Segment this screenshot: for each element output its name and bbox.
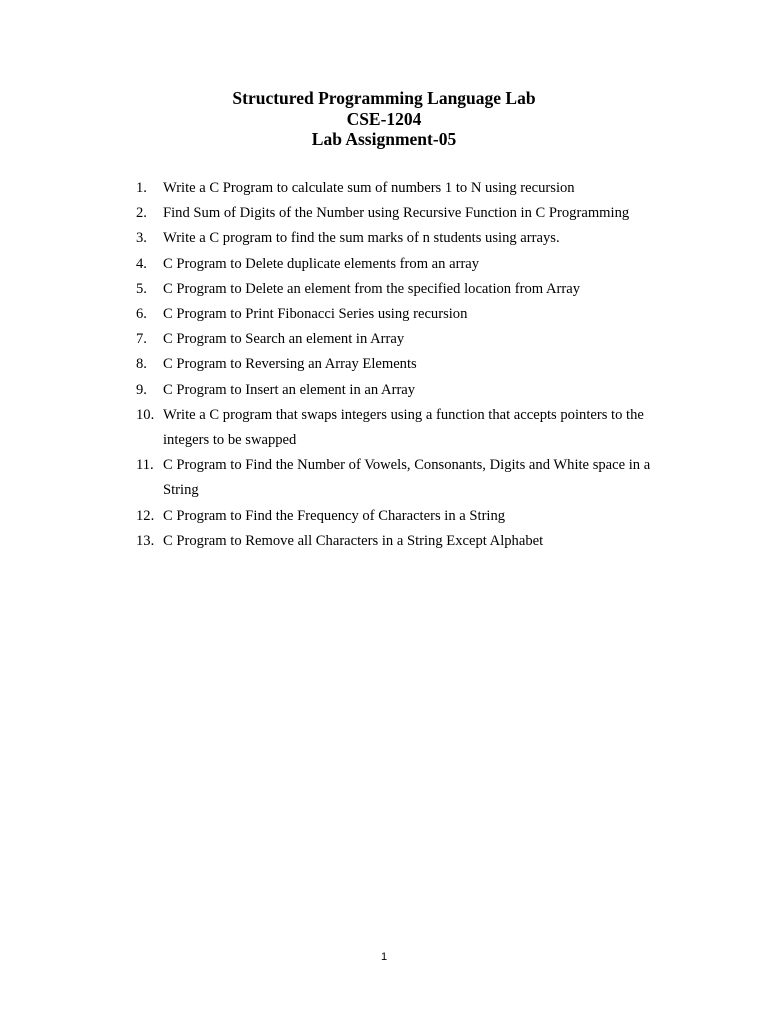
list-item-text: C Program to Delete duplicate elements from an array <box>163 255 480 272</box>
list-item-number: 13. <box>136 532 155 549</box>
course-code: CSE-1204 <box>346 108 422 129</box>
list-item-text: C Program to Print Fibonacci Series using recursion <box>163 306 468 323</box>
list-item-number: 1. <box>136 180 147 196</box>
list-item-text: C Program to Delete an element from the specified location from Array <box>163 280 580 297</box>
list-item-text: C Program to Find the Frequency of Characters in a String <box>163 507 506 524</box>
list-item <box>136 327 676 352</box>
list-item <box>136 176 676 201</box>
document-title: Structured Programming Language Lab <box>232 88 536 108</box>
list-item-number: 7. <box>136 331 147 348</box>
list-item-number: 9. <box>136 381 147 398</box>
list-item <box>136 226 676 251</box>
list-item-number: 12. <box>136 507 155 524</box>
list-item <box>136 529 676 554</box>
list-item-text: C Program to Find the Number of Vowels, Consonants, Digits and White space in a String <box>163 457 651 499</box>
document-header <box>0 88 768 150</box>
list-item-number: 3. <box>136 230 147 247</box>
list-item-text: C Program to Remove all Characters in a String Except Alphabet <box>163 532 544 549</box>
list-item <box>136 302 676 327</box>
list-item-text: Find Sum of Digits of the Number using Recursive Function in C Programming <box>163 205 630 222</box>
page-number: 1 <box>380 951 388 963</box>
assignment-title: Lab Assignment-05 <box>311 129 457 149</box>
list-item-text: C Program to Insert an element in an Array <box>163 381 416 398</box>
list-item <box>136 277 676 302</box>
list-item-text: C Program to Search an element in Array <box>163 331 405 348</box>
list-item-number: 4. <box>136 255 147 272</box>
list-item <box>136 453 676 503</box>
list-item-number: 11. <box>136 457 154 474</box>
list-item <box>136 378 676 403</box>
list-item <box>136 252 676 277</box>
list-item-text: Write a C program to find the sum marks of n students using arrays. <box>163 230 560 247</box>
list-item-text: Write a C program that swaps integers using a function that accepts pointers to the integers to be swapped <box>163 406 644 449</box>
list-item-number: 2. <box>136 205 147 222</box>
list-item-number: 10. <box>136 406 155 423</box>
list-item <box>136 504 676 529</box>
list-item-number: 5. <box>136 280 147 297</box>
list-item <box>136 403 676 453</box>
list-item-text: Write a C Program to calculate sum of numbers 1 to N using recursion <box>163 180 575 196</box>
list-item-text: C Program to Reversing an Array Elements <box>163 356 417 373</box>
list-item-number: 6. <box>136 306 147 323</box>
list-item <box>136 352 676 377</box>
task-list <box>136 176 676 554</box>
list-item-number: 8. <box>136 356 147 373</box>
list-item <box>136 201 676 226</box>
